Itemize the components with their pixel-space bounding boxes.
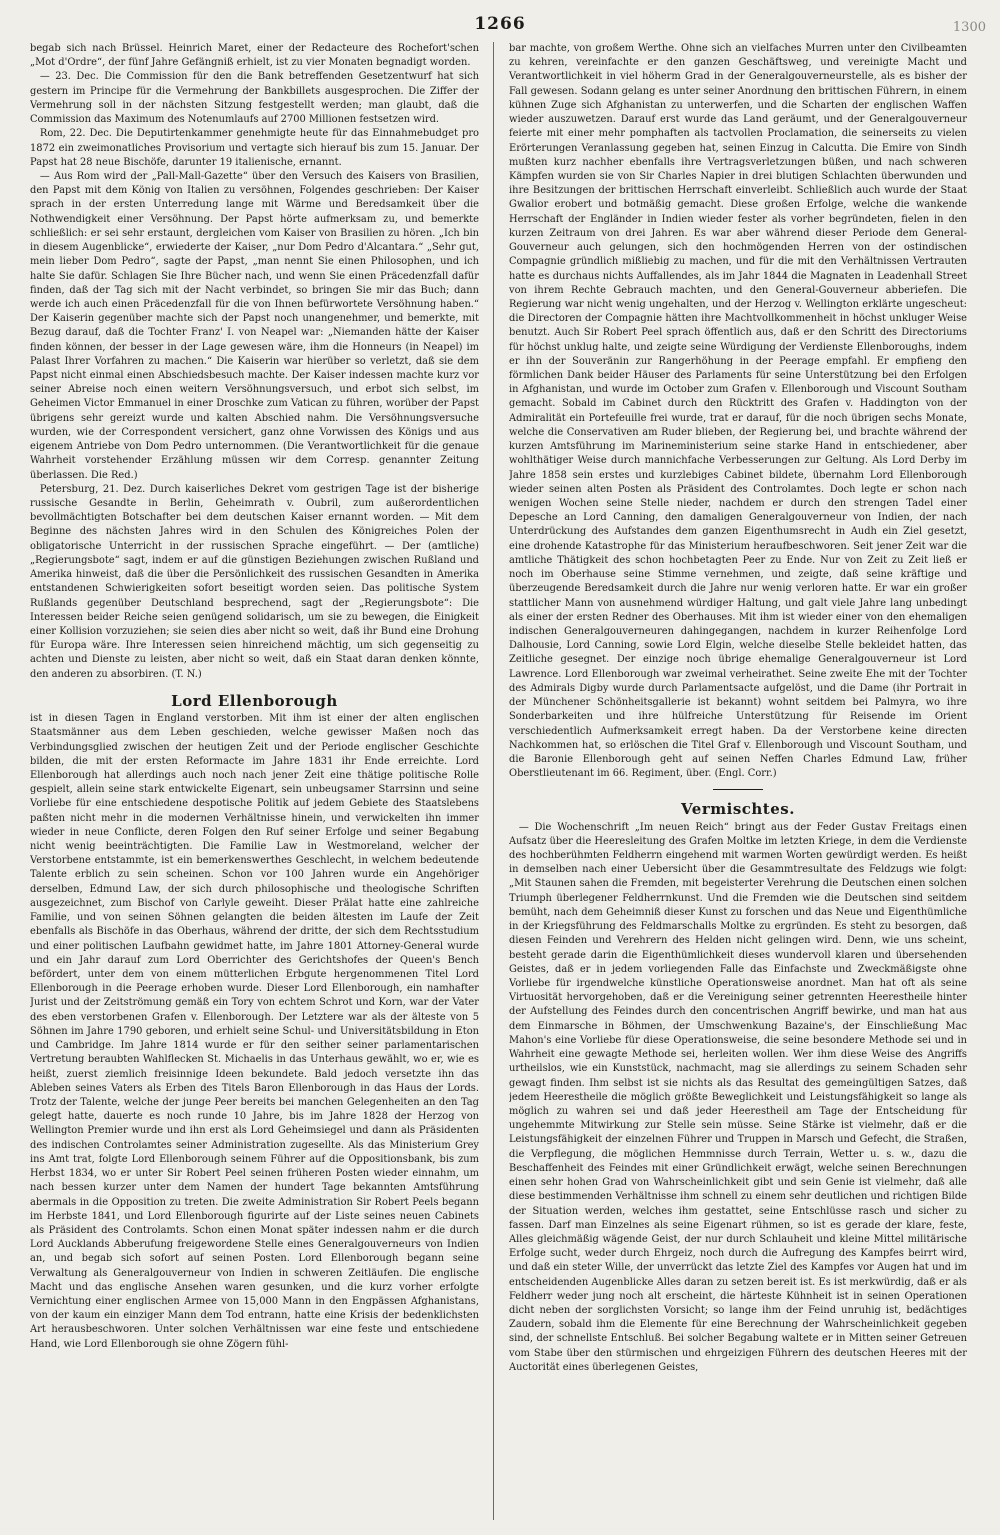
article-paragraph: bar machte, von großem Werthe. Ohne sich an vielfaches Murren unter den Civilbeamten zu kehren, vereinfachte er den ganzen Geschäftsweg, und vereinigte Macht und Verantwortlichkeit in viel höherm Grad in der Generalgouverneurstelle, als es bisher der Fall gewesen. Sodann gelang es unter seiner Anordnung den brittischen Führern, in einem kühnen Zuge sich Afghanistan zu unterwerfen, und die Scharten der englischen Waffen wieder auszuwetzen. Darauf erst wurde das Land geräumt, und der Generalgouverneur feierte mit einer mehr pomphaften als tactvollen Proclamation, die seinerseits zu vielen Erörterungen Veranlassung gegeben hat, seinen Einzug in Calcutta. Die Emire von Sindh mußten kurz nachher ebenfalls ihre Vertragsverletzungen büßen, und nach schweren Kämpfen wurden sie von Sir Charles Napier in drei blutigen Schlachten überwunden und ihre Besitzungen der brittischen Herrschaft einverleibt. Schließlich auch wurde der Staat Gwalior erobert und botmäßig gemacht. Diese großen Erfolge, welche die wankende Herrschaft der Engländer in Indien wieder fester als vorher begründeten, fielen in den kurzen Zeitraum von drei Jahren. Es war aber während dieser Periode dem General-Gouverneur auch gelungen, sich den hochmögenden Herren von der ostindischen Compagnie gründlich mißliebig zu machen, und für die mit den Verhältnissen Vertrauten hatte es durchaus nichts Auffallendes, als im Jahr 1844 die Magnaten in Leadenhall Street von ihrem Rechte Gebrauch machten, und den General-Gouverneur abberiefen. Die Regierung war nicht wenig ungehalten, und der Herzog v. Wellington erklärte ungescheut: die Directoren der Compagnie hätten ihre Machtvollkommenheit in höchst unkluger Weise benutzt. Auch Sir Robert Peel sprach öffentlich aus, daß er den Schritt des Directoriums für höchst unklug halte, und zeigte seine Würdigung der Verdienste Ellenboroughs, indem er ihn der Souveränin zur Rangerhöhung in der Peerage empfahl. Er empfieng den förmlichen Dank beider Häuser des Parlaments für seine Unterstützung bei den Erfolgen in Afghanistan, und wurde im October zum Grafen v. Ellenborough und Viscount Southam gemacht. Sobald im Cabinet durch den Rücktritt des Grafen v. Haddington von der Admiralität ein Portefeuille frei wurde, trat er darauf, für die noch übrigen sechs Monate, welche die Conservativen am Ruder blieben, der Regierung bei, und brachte während der kurzen Amtsführung im Marineministerium seine starke Hand in entschiedener, aber wohlthätiger Weise durch mannichfache Verbesserungen zur Geltung. Als Lord Derby im Jahre 1858 sein erstes und kurzlebiges Cabinet bildete, übernahm Lord Ellenborough wieder seinen alten Posten als Präsident des Controlamtes. Doch legte er schon nach wenigen Wochen seine Stelle nieder, nachdem er durch den strengen Tadel einer Depesche an Lord Canning, den damaligen Generalgouverneur von Indien, der nach Unterdrückung des Aufstandes dem ganzen Eigenthumsrecht in Audh ein Ziel gesetzt, eine drohende Katastrophe für das Ministerium heraufbeschworen. Seit jener Zeit war die amtliche Thätigkeit des schon hochbetagten Peer zu Ende. Nur von Zeit zu Zeit ließ er noch im Oberhause seine Stimme vernehmen, und zeigte, daß seine kräftige und überzeugende Beredsamkeit durch die Jahre nur wenig verloren hatte. Er war ein großer stattlicher Mann von ausnehmend würdiger Haltung, und galt viele Jahre lang unbedingt als einer der ersten Redner des Oberhauses. Mit ihm ist wieder einer von den ehemaligen indischen Generalgouverneuren dahingegangen, nachdem in kurzer Reihenfolge Lord Dalhousie, Lord Canning, sowie Lord Elgin, welche dieselbe Stelle bekleidet hatten, das Zeitliche gesegnet. Der einzige noch übrige ehemalige Generalgouverneur ist Lord Lawrence. Lord Ellenborough war zweimal verheirathet. Seine zweite Ehe mit der Tochter des Admirals Digby wurde durch Parlamentsacte aufgelöst, und die Dame (ihr Portrait in der Münchener Schönheitsgallerie ist bekannt) wohnt seitdem bei Palmyra, wo ihre Sonderbarkeiten und ihre hülfreiche Unterstützung für Reisende im Orient verschiedentlich Aufmerksamkeit erregt haben. Da der Verstorbene keine directen Nachkommen hat, so erlöschen die Titel Graf v. Ellenborough und Viscount Southam, und die Baronie Ellenborough geht auf seinen Neffen Charles Edmund Law, früher Oberstlieutenant im 66. Regiment, über. (Engl. Corr.)	[509, 43, 967, 780]
article-paragraph: begab sich nach Brüssel. Heinrich Maret, einer der Redacteure des Rochefort'schen „Mot d'Ordre“, der fünf Jahre Gefängniß erhielt, ist zu vier Monaten begnadigt worden.	[30, 43, 479, 69]
article-paragraph: — Die Wochenschrift „Im neuen Reich“ bringt aus der Feder Gustav Freitags einen Aufsatz über die Heeresleitung des Grafen Moltke im letzten Kriege, in dem die Verdienste des hochberühmten Feldherrn eingehend mit warmen Worten gewürdigt werden. Es heißt in demselben nach einer Uebersicht über die Gesammtresultate des Feldzugs wie folgt: „Mit Staunen sahen die Fremden, mit begeisterter Verehrung die Deutschen einen solchen Triumph überlegener Feldherrnkunst. Und die Fremden wie die Deutschen sind seitdem bemüht, nach dem Geheimniß dieser Kunst zu forschen und das Neue und Eigenthümliche in der Kriegsführung des Feldmarschalls Moltke zu ergründen. Es steht zu besorgen, daß diesen Feinden und Verehrern des Helden nicht gelingen wird. Denn, wie uns scheint, besteht gerade darin die Eigenthümlichkeit dieses wundervoll klaren und übersehenden Geistes, daß er in jedem vorliegenden Falle das Einfachste und Zweckmäßigste ohne Vorliebe für irgendwelche künstliche Operationsweise anordnet. Man hat oft als seine Virtuosität hervorgehoben, daß er die Vereinigung seiner getrennten Heerestheile hinter der Aufstellung des Feindes durch den concentrischen Angriff bewirke, und man hat aus dem Einmarsche in Böhmen, der Umschwenkung Bazaine's, der Einschließung Mac Mahon's eine Vorliebe für diese Operationsweise, die seine besondere Methode sei und in Wahrheit eine gewagte Methode sei, herleiten wollen. Wer ihm diese Weise des Angriffs urtheilslos, wie ein Kunststück, nachmacht, mag sie allerdings zu seinem Schaden sehr gewagt finden. Ihm selbst ist sie nichts als das Resultat des gemeingültigen Satzes, daß jedem Heerestheile die möglich größte Beweglichkeit und Leistungsfähigkeit so lange als möglich zu wahren sei und daß jeder Heerestheil am Tage der Entscheidung für ungehemmte Mitwirkung zur Stelle sein müsse. Seine Stärke ist vielmehr, daß er die Leistungsfähigkeit der einzelnen Führer und Truppen in Marsch und Gefecht, die Straßen, die Verpflegung, die möglichen Hemmnisse durch Terrain, Wetter u. s. w., dazu die Beschaffenheit des Feindes mit einer Gründlichkeit erwägt, welche seinen Berechnungen einen sehr hohen Grad von Wahrscheinlichkeit gibt und sein Genie ist vielmehr, daß alle diese bestimmenden Verhältnisse ihm schnell zu einem sehr deutlichen und richtigen Bilde der Situation werden, welches ihm gestattet, seine Entschlüsse rasch und sicher zu fassen. Darf man Einzelnes als seine Eigenart rühmen, so ist es gerade der klare, feste, Alles gleichmäßig wägende Geist, der nur durch Schlauheit und kleine Mittel militärische Erfolge sucht, weder durch Ehrgeiz, noch durch die Aufregung des Kampfes beirrt wird, und daß ein steter Wille, der unverrückt das letzte Ziel des Kampfes vor Augen hat und im entscheidenden Augenblicke Alles daran zu setzen bereit ist. Es ist merkwürdig, daß er als Feldherr weder jung noch alt erscheint, die härteste Kühnheit ist in seinen Operationen dicht neben der sorglichsten Vorsicht; so lange ihm der Feind unruhig ist, bedächtiges Zaudern, sobald ihm die Elemente für eine Berechnung der Wahrscheinlichkeit gegeben sind, der schnellste Entschluß. Bei solcher Begabung waltete er in Mitten seiner Getreuen vom Stabe über den stürmischen und ehrgeizigen Führern des deutschen Heeres mit der Auctorität eines überlegenen Geistes,	[509, 821, 967, 1373]
left-column	[30, 42, 479, 1520]
column-rule	[493, 42, 494, 1520]
article-paragraph: Rom, 22. Dec. Die Deputirtenkammer genehmigte heute für das Einnahmebudget pro 1872 ein zweimonatliches Provisorium und vertagte sich hierauf bis zum 15. Januar. Der Papst hat 28 neue Bischöfe, darunter 19 italienische, ernannt.	[30, 128, 479, 168]
article-paragraph: ist in diesen Tagen in England verstorben. Mit ihm ist einer der alten englischen Staatsmänner aus dem Leben geschieden, welche gewisser Maßen noch das Verbindungsglied zwischen der heutigen Zeit und der Periode englischer Geschichte bilden, die mit der ersten Reformacte im Jahre 1831 ihr Ende erreichte. Lord Ellenborough hat allerdings auch noch nach jener Zeit eine thätige politische Rolle gespielt, allein seine stark entwickelte Eigenart, sein unbeugsamer Starrsinn und seine Vorliebe für eine entschiedene despotische Politik auf jedem Gebiete des Staatslebens paßten nicht mehr in die modernen Verhältnisse hinein, und verwickelten ihn immer wieder in neue Conflicte, deren Folgen den Ruf seiner Erfolge und seiner Begabung nicht wenig beeinträchtigten. Die Familie Law in Westmoreland, welcher der Verstorbene entstammte, ist ein bemerkenswerthes Geschlecht, in welchem bedeutende Talente erblich zu sein scheinen. Schon vor 100 Jahren wurde ein Angehöriger derselben, Edmund Law, der sich durch philosophische und theologische Schriften ausgezeichnet, zum Bischof von Carlyle geweiht. Dieser Prälat hatte eine zahlreiche Familie, und von seinen Söhnen gelangten die beiden ältesten im Laufe der Zeit ebenfalls als Bischöfe in das Oberhaus, während der dritte, der sich dem Rechtsstudium und einer politischen Laufbahn gewidmet hatte, im Jahre 1801 Attorney-General wurde und ein Jahr darauf zum Lord Oberrichter des Gerichtshofes der Queen's Bench befördert, unter dem von einem mütterlichen Erbgute hergenommenen Titel Lord Ellenborough in die Peerage erhoben wurde. Dieser Lord Ellenborough, ein namhafter Jurist und der Zeitströmung gemäß ein Tory von echtem Schrot und Korn, war der Vater des eben verstorbenen Grafen v. Ellenborough. Der Letztere war als der älteste von 5 Söhnen im Jahre 1790 geboren, und erhielt seine Schul- und Universitätsbildung in Eton und Cambridge. Im Jahre 1814 wurde er für den seither seiner parlamentarischen Vertretung beraubten Wahlflecken St. Michaelis in das Unterhaus gewählt, wo er, wie es heißt, zuerst ziemlich freisinnige Ideen bekundete. Bald jedoch versetzte ihn das Ableben seines Vaters als Erben des Titels Baron Ellenborough in das Haus der Lords. Trotz der Talente, welche der junge Peer bereits bei manchen Gelegenheiten an den Tag gelegt hatte, dauerte es noch runde 10 Jahre, bis im Jahre 1828 der Herzog von Wellington Premier wurde und ihn erst als Lord Geheimsiegel und dann als Präsidenten des indischen Controlamtes seiner Administration zugesellte. Als das Ministerium Grey ins Amt trat, folgte Lord Ellenborough seinem Führer auf die Oppositionsbank, bis zum Herbst 1834, wo er unter Sir Robert Peel seinen früheren Posten wieder einnahm, um nach bessen kurzer unter dem Namen der hundert Tage bekannten Amtsführung abermals in die Opposition zu treten. Die zweite Administration Sir Robert Peels begann im Herbste 1841, und Lord Ellenborough figurirte auf der Liste seines neuen Cabinets als Präsident des Controlamts. Schon einen Monat später indessen nahm er die durch Lord Aucklands Abberufung freigewordene Stelle eines Generalgouverneurs von Indien an, und begab sich sofort auf seinen Posten. Lord Ellenborough begann seine Verwaltung als Generalgouverneur von Indien in schweren Zeitläufen. Die englische Macht und das englische Ansehen waren gesunken, und die kurz vorher erfolgte Vernichtung einer englischen Armee von 15,000 Mann in den Engpässen Afghanistans, von der kaum ein einziger Mann dem Tod entrann, hatte eine Krisis der bedenklichsten Art herausbeschworen. Unter solchen Verhältnissen war eine feste und entschiedene Hand, wie Lord Ellenborough sie ohne Zögern fühl-	[30, 713, 479, 1350]
corner-mark: 1300	[952, 20, 986, 35]
page-number: 1266	[474, 14, 526, 34]
section-heading: Vermischtes.	[681, 800, 795, 819]
section-heading: Lord Ellenborough	[171, 691, 338, 710]
article-paragraph: — Aus Rom wird der „Pall-Mall-Gazette“ über den Versuch des Kaisers von Brasilien, den Papst mit dem König von Italien zu versöhnen, Folgendes geschrieben: Der Kaiser sprach in der ersten Unterredung lange mit Wärme und Beredsamkeit über die Nothwendigkeit einer Versöhnung. Der Papst hörte aufmerksam zu, und bemerkte schließlich: er sei sehr erstaunt, dergleichen vom Kaiser von Brasilien zu hören. „Ich bin in diesem Augenblicke“, erwiederte der Kaiser, „nur Dom Pedro d'Alcantara.“ „Sehr gut, mein lieber Dom Pedro“, sagte der Papst, „man nennt Sie einen Philosophen, und ich halte Sie dafür. Schlagen Sie Ihre Bücher nach, und wenn Sie einen Präcedenzfall dafür finden, daß der Tag sich mit der Nacht verbindet, so bringen Sie mir das Buch; dann werde ich auch einen Präcedenzfall für die von Ihnen befürwortete Versöhnung haben.“ Der Kaiserin gegenüber machte sich der Papst noch unangenehmer, und bemerkte, mit Bezug darauf, daß die Tochter Franz' I. von Neapel war: „Niemanden hätte der Kaiser finden können, der besser in der Lage gewesen wäre, ihm die Honneurs (in Neapel) im Palast Ihrer Vorfahren zu machen.“ Die Kaiserin war hierüber so verletzt, daß sie dem Papst nicht einmal einen Abschiedsbesuch machte. Der Kaiser indessen machte kurz vor seiner Abreise noch einen weitern Versöhnungsversuch, und erbot sich selbst, im Geheimen Victor Emmanuel in einer Droschke zum Vatican zu führen, worüber der Papst übrigens sehr gereizt wurde und kalten Abschied nahm. Die Versöhnungsversuche wurden, wie der Correspondent versichert, ganz ohne Vorwissen des Königs und aus eigenem Antriebe von Dom Pedro unternommen. (Die Verantwortlichkeit für die genaue Wahrheit vorstehender Erzählung müssen wir dem Corresp. genannter Zeitung überlassen. Die Red.)	[30, 170, 479, 481]
article-paragraph: Petersburg, 21. Dez. Durch kaiserliches Dekret vom gestrigen Tage ist der bisherige russische Gesandte in Berlin, Geheimrath v. Oubril, zum außerordentlichen bevollmächtigten Botschafter bei dem deutschen Kaiser ernannt worden. — Mit dem Beginne des nächsten Jahres wird in den Schulen des Königreiches Polen der obligatorische Unterricht in der russischen Sprache eingeführt. — Der (amtliche) „Regierungsbote“ sagt, indem er auf die günstigen Beziehungen zwischen Rußland und Amerika hinweist, daß die über die Persönlichkeit des russischen Gesandten in Amerika entstandenen Schwierigkeiten sofort beseitigt worden seien. Das politische System Rußlands gegenüber Deutschland besprechend, sagt der „Regierungsbote“: Die Interessen beider Reiche seien genügend solidarisch, um sie zu bewegen, die Einigkeit einer Kollision vorzuziehen; sie seien dies aber nicht so weit, daß ihr Bund eine Drohung für Europa wäre. Ihre Interessen seien hinreichend mächtig, um sich gegenseitig zu achten und Dienste zu leisten, aber nicht so weit, daß ein Staat daran denken könnte, den anderen zu absorbiren. (T. N.)	[30, 483, 479, 680]
article-paragraph: — 23. Dec. Die Commission für den die Bank betreffenden Gesetzentwurf hat sich gestern im Principe für die Vermehrung der Bankbillets ausgesprochen. Die Ziffer der Vermehrung soll in der nächsten Sitzung festgestellt werden; man glaubt, daß die Commission das Maximum des Notenumlaufs auf 2700 Millionen festsetzen wird.	[30, 71, 479, 126]
section-divider	[713, 789, 763, 790]
right-column	[509, 42, 967, 1520]
